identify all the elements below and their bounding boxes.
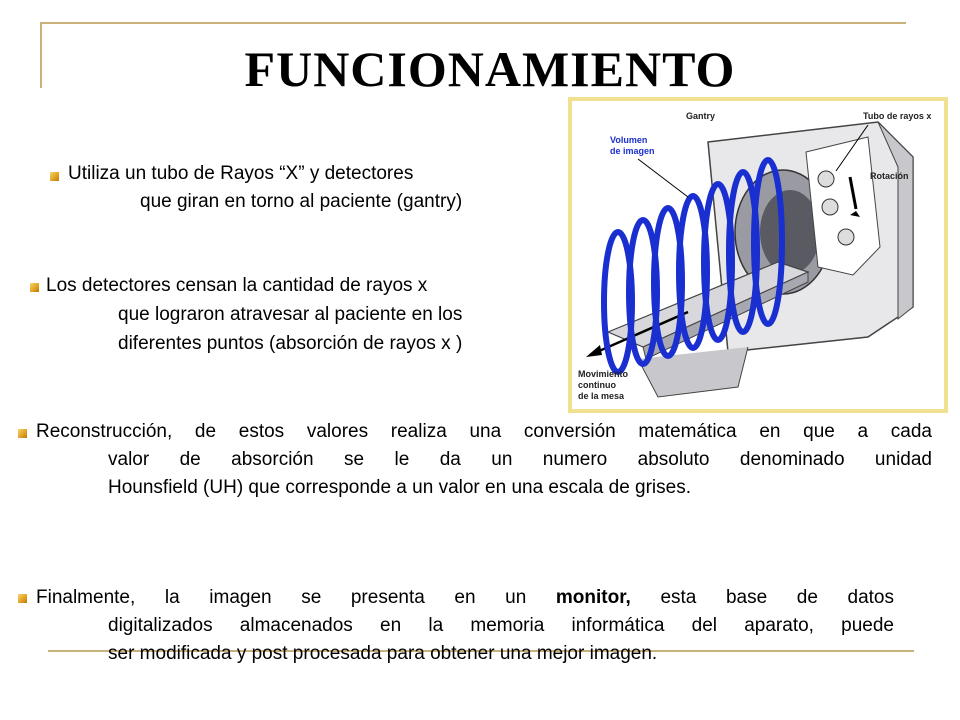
bullet-4-line-2: digitalizados almacenados en la memoria informática del aparato, puede [108, 615, 894, 636]
label-rotation: Rotación [870, 171, 909, 181]
bullet-icon [30, 283, 39, 292]
tube-position-icon [818, 171, 834, 187]
bullet-1-line-2: que giran en torno al paciente (gantry) [140, 191, 463, 212]
bullet-icon [50, 172, 59, 181]
label-movement-3: de la mesa [578, 391, 625, 401]
monitor-bold-text: monitor, [555, 587, 631, 608]
bullet-4-line-1 [36, 584, 894, 612]
tube-position-icon [822, 199, 838, 215]
label-tube: Tubo de rayos x [863, 111, 932, 121]
bullet-2-line-1: Los detectores censan la cantidad de rayos x [46, 275, 428, 296]
label-gantry: Gantry [686, 111, 716, 121]
bullet-2-line-2: que lograron atravesar al paciente en los [118, 304, 463, 325]
tube-position-icon [838, 229, 854, 245]
volume-pointer [638, 159, 688, 197]
ct-scanner-drawing [568, 97, 948, 413]
bullet-1-line-1: Utiliza un tubo de Rayos “X” y detectores [68, 163, 414, 184]
bullet-icon [18, 594, 27, 603]
slide-title: FUNCIONAMIENTO [244, 41, 736, 97]
label-movement-2: continuo [578, 380, 616, 390]
bullet-3-paragraph-cont [108, 446, 932, 502]
bullet-3-line-1: Reconstrucción, de estos valores realiza una conversión matemática en que a cada [36, 421, 932, 442]
label-volume-1: Volumen [610, 135, 648, 145]
bullet-4-paragraph [36, 584, 894, 612]
bullet-4-line-1-pre: Finalmente, la imagen se presenta en un [36, 587, 556, 608]
frame-top-line [40, 22, 906, 24]
bullet-3-line-2: valor de absorción se le da un numero absoluto denominado unidad [108, 449, 932, 470]
bullet-4-paragraph-cont [108, 612, 894, 668]
label-movement-1: Movimiento [578, 369, 629, 379]
ct-scanner-illustration [568, 97, 948, 413]
bullet-2-line-3: diferentes puntos (absorción de rayos x ) [118, 333, 463, 354]
bullet-3-paragraph [36, 418, 932, 446]
bullet-4-line-3: ser modificada y post procesada para obtener una mejor imagen. [108, 643, 658, 664]
bullet-icon [18, 429, 27, 438]
bullet-3-line-3: Hounsfield (UH) que corresponde a un valor en una escala de grises. [108, 477, 691, 498]
table-movement-arrowhead-icon [586, 345, 602, 357]
cutaway-panel [806, 137, 880, 275]
bullet-4-line-1-post: esta base de datos [630, 587, 894, 608]
label-volume-2: de imagen [610, 146, 655, 156]
